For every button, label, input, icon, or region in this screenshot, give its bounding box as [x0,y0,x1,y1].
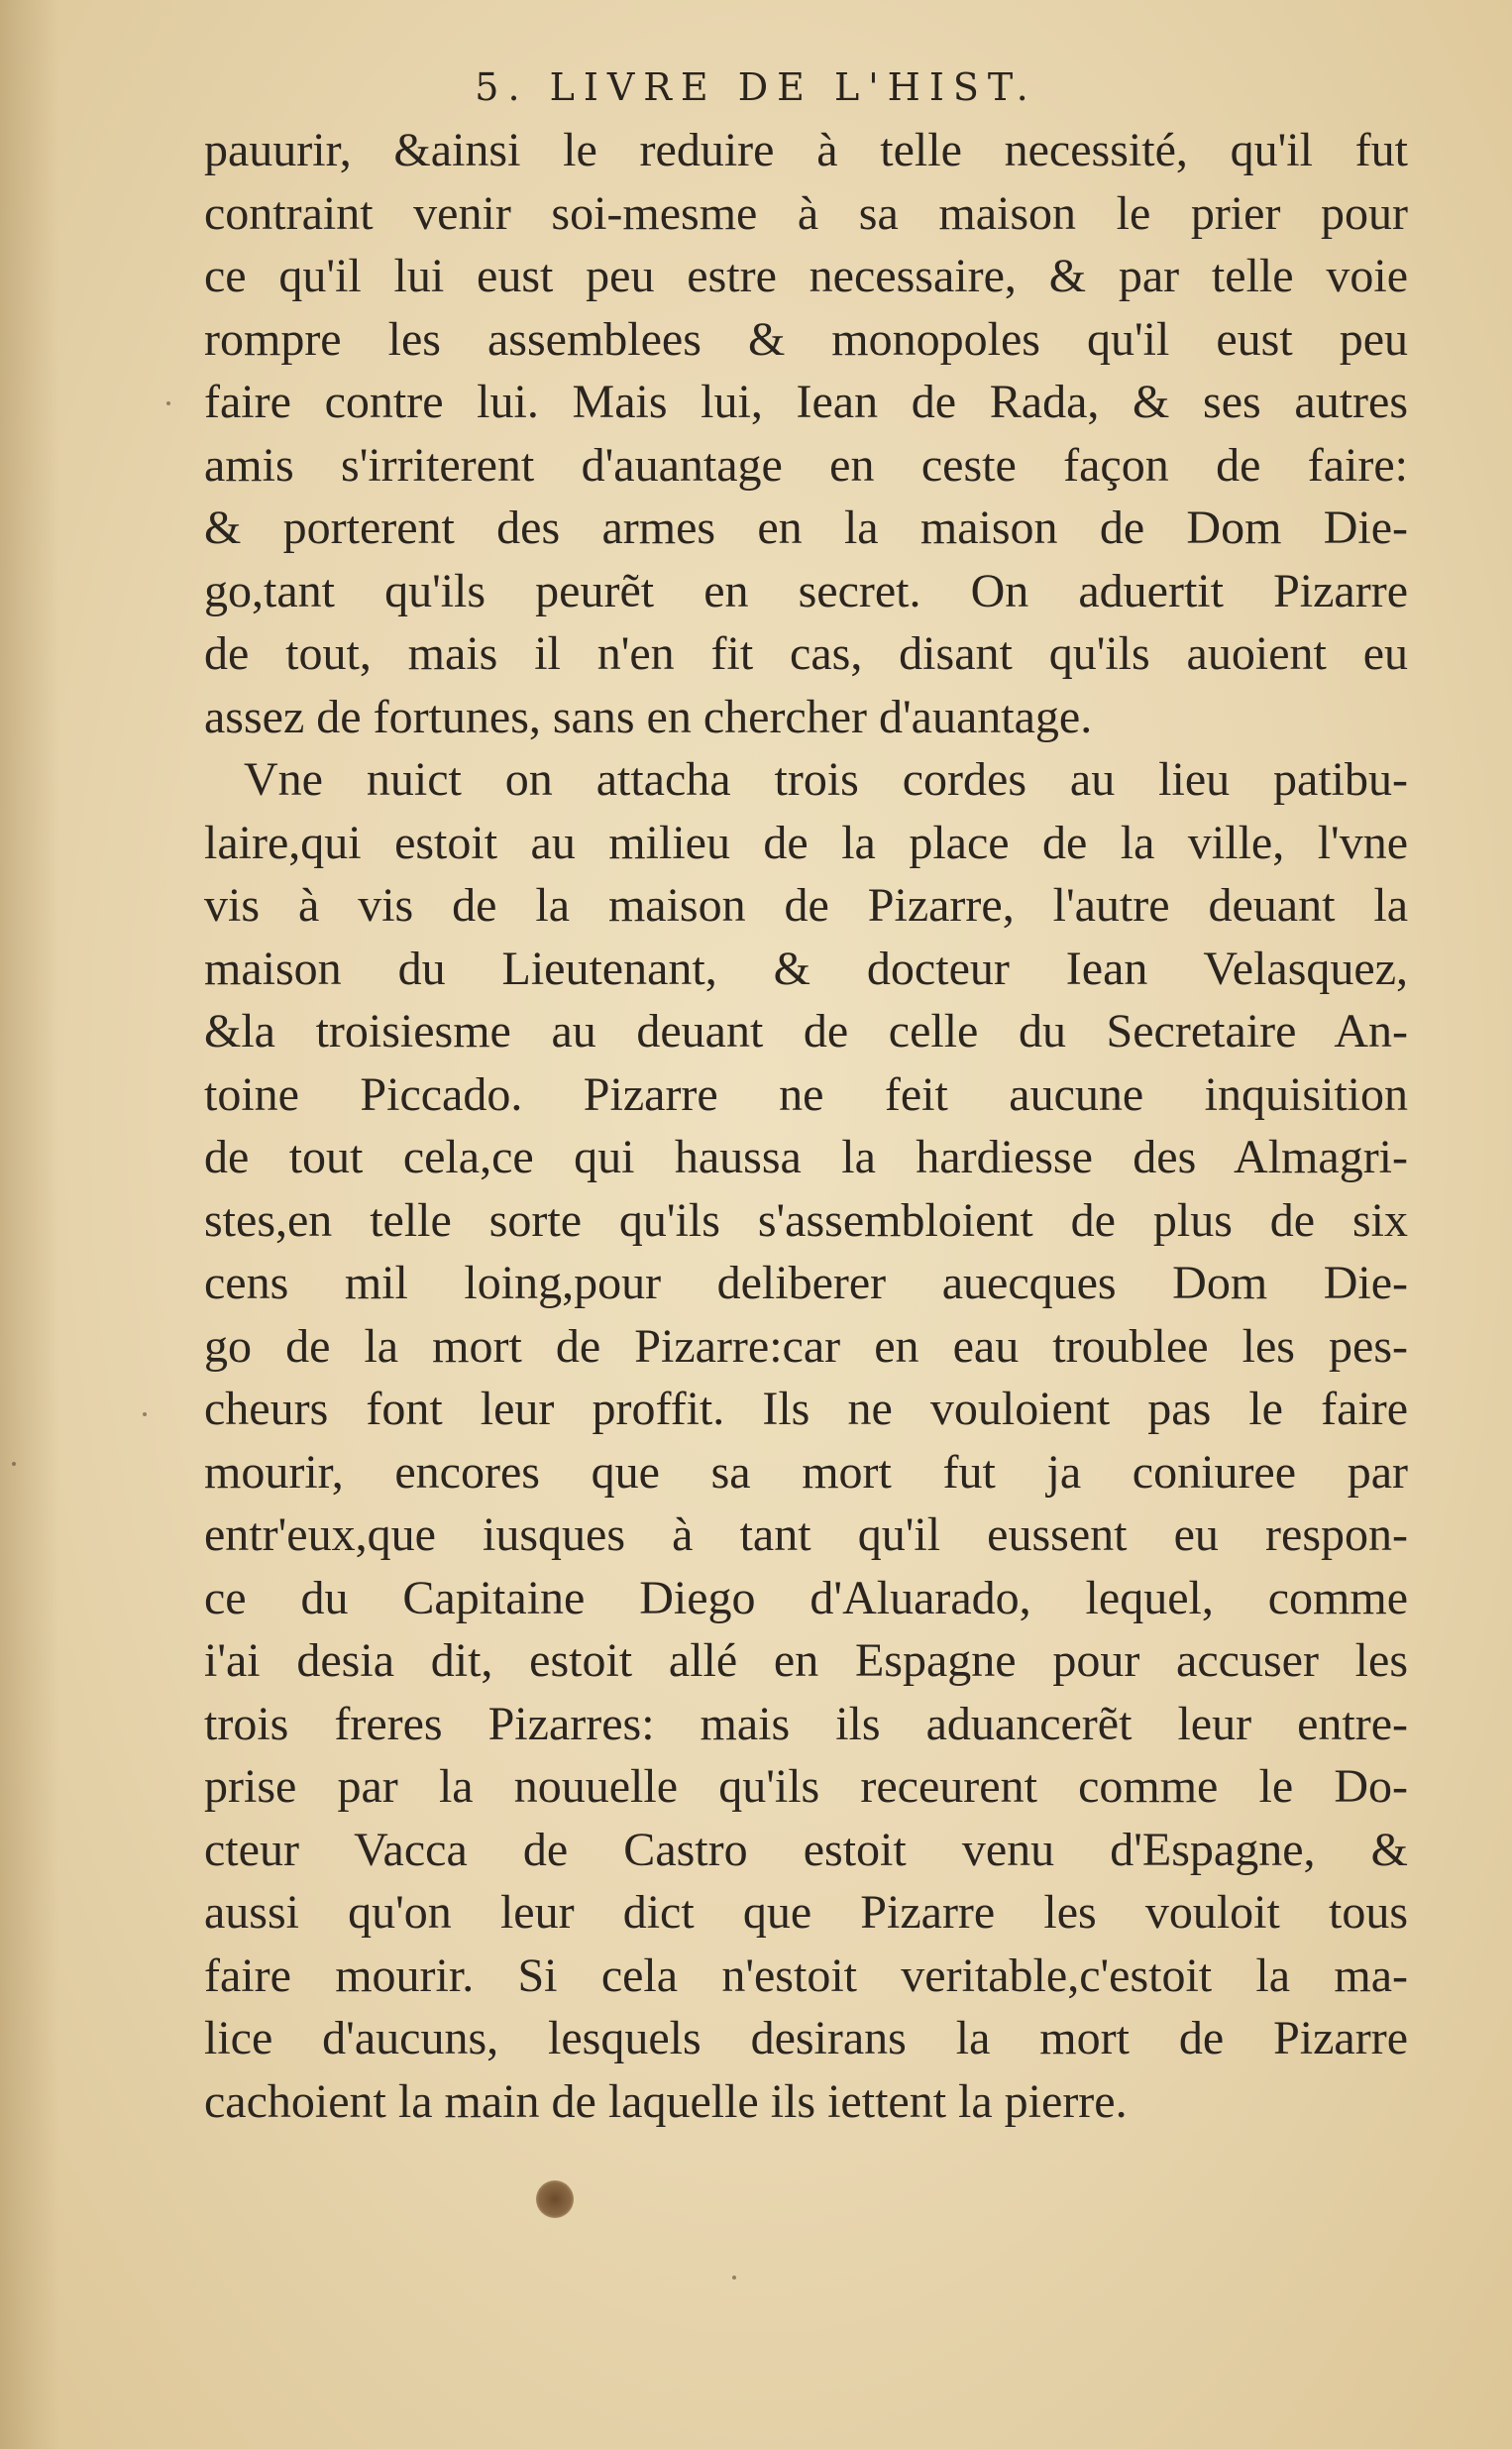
paper-speck [143,1412,147,1416]
ink-blot [536,2180,574,2218]
text-line: entr'eux,que iusques à tant qu'il eussent eu respon- [204,1508,1408,1561]
text-line: maison du Lieutenant, & docteur Iean Velasquez, [204,942,1408,995]
text-line: trois freres Pizarres: mais ils aduancerẽt leur entre- [204,1697,1408,1750]
text-line: go de la mort de Pizarre:car en eau troublee les pes- [204,1319,1408,1373]
text-line: go,tant qu'ils peurẽt en secret. On aduertit Pizarre [204,564,1408,617]
text-line: toine Piccado. Pizarre ne feit aucune inquisition [204,1067,1408,1121]
paper-speck [166,401,170,405]
text-line: lice d'aucuns, lesquels desirans la mort de Pizarre [204,2012,1408,2064]
text-line: Vne nuict on attacha trois cordes au lieu patibu- [244,753,1408,806]
text-line: mourir, encores que sa mort fut ja coniuree par [204,1445,1408,1499]
text-line: amis s'irriterent d'auantage en ceste façon de faire: [204,438,1408,492]
body-text [204,119,1408,2133]
text-line: stes,en telle sorte qu'ils s'assembloient de plus de six [204,1193,1408,1247]
page-gutter-shadow [0,0,59,2449]
text-line: contraint venir soi-mesme à sa maison le prier pour [204,186,1408,240]
text-line: laire,qui estoit au milieu de la place de la ville, l'vne [204,816,1408,869]
paper-speck [732,2276,736,2280]
text-line: rompre les assemblees & monopoles qu'il eust peu [204,312,1408,366]
text-line: ce du Capitaine Diego d'Aluarado, lequel, comme [204,1571,1408,1624]
text-line: faire contre lui. Mais lui, Iean de Rada, & ses autres [204,376,1408,428]
paper-speck [12,1462,16,1466]
text-line: assez de fortunes, sans en chercher d'auantage. [204,690,1093,743]
text-line: &la troisiesme au deuant de celle du Secretaire An- [204,1005,1408,1058]
text-line: vis à vis de la maison de Pizarre, l'autre deuant la [204,879,1408,932]
text-line: faire mourir. Si cela n'estoit veritable,c'estoit la ma- [204,1948,1408,2002]
text-line: cens mil loing,pour deliberer auecques Dom Die- [204,1257,1408,1309]
text-line: de tout cela,ce qui haussa la hardiesse des Almagri- [204,1131,1408,1183]
text-line: & porterent des armes en la maison de Dom Die- [204,501,1408,554]
text-line: cheurs font leur proffit. Ils ne vouloient pas le faire [204,1383,1408,1435]
text-line: aussi qu'on leur dict que Pizarre les vouloit tous [204,1886,1408,1939]
text-line: de tout, mais il n'en fit cas, disant qu'ils auoient eu [204,627,1408,680]
running-head: 5. LIVRE DE L'HIST. [475,65,1037,109]
text-line: i'ai desia dit, estoit allé en Espagne pour accuser les [204,1634,1408,1687]
text-line: cteur Vacca de Castro estoit venu d'Espagne, & [204,1823,1408,1876]
text-line: ce qu'il lui eust peu estre necessaire, & par telle voie [204,250,1408,302]
text-line: prise par la nouuelle qu'ils receurent comme le Do- [204,1760,1408,1813]
text-line: cachoient la main de laquelle ils iettent la pierre. [204,2074,1128,2128]
text-line: pauurir, &ainsi le reduire à telle necessité, qu'il fut [204,124,1408,176]
